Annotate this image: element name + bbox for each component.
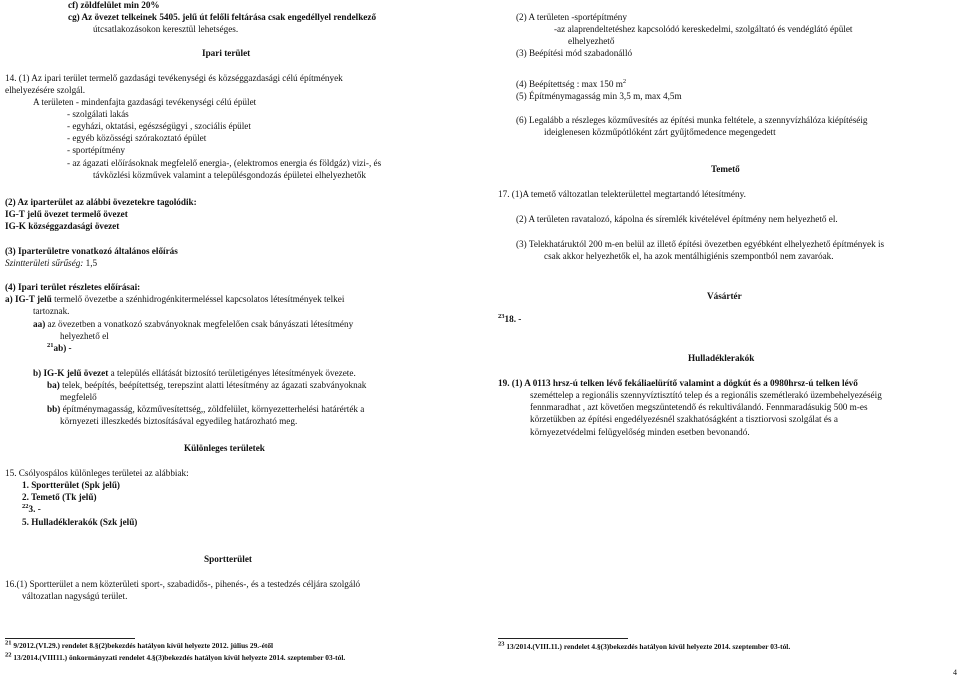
footnote-22-text: 13/2014.(VIII11.) önkormányzati rendelet 4.§(3)bekezdés hatályon kívül helyezte 2014. szeptember 03-tól.: [11, 653, 346, 662]
item-b-line1: [33, 367, 356, 379]
squared-mark: 2: [622, 77, 627, 85]
footnote-23: [498, 642, 790, 652]
item-ab: [47, 342, 72, 354]
item-aa-line1: [33, 318, 353, 330]
right-para-2-line2: -az alaprendeltetéshez kapcsolódó kereskedelmi, szolgáltató és vendéglátó épület: [554, 24, 853, 34]
para-17-line2: (2) A területen ravatalozó, kápolna és síremlék kivételével építmény nem helyezhető el.: [516, 214, 838, 224]
footnote-ref-22[interactable]: 22: [22, 502, 29, 510]
para-15-item-1: 1. Sportterület (Spk jelű): [22, 480, 120, 490]
item-bb-line1: [47, 403, 364, 415]
footnote-21-text: 9/2012.(VI.29.) rendelet 8.§(2)bekezdés hatályon kívül helyezte 2012. július 29.-étől: [11, 641, 274, 650]
item-cg-line2: útcsatlakozásokon keresztül lehetséges.: [93, 24, 239, 34]
para-18-text: 18. -: [504, 314, 522, 324]
para-19-line2: szeméttelep a regionális szennyvíztisztító telep és a regionális szemétlerakó üzembehelyezéséig: [530, 390, 882, 400]
para-15-item-5: 5. Hulladéklerakók (Szk jelű): [22, 517, 138, 527]
zone-ig-t: IG-T jelű övezet termelő övezet: [5, 209, 128, 219]
heading-vasarter: Vásártér: [707, 291, 742, 301]
para-15-item-3: [22, 503, 41, 515]
item-a-text: termelő övezetbe a szénhidrogénkitermeléssel kapcsolatos létesítmények telkei: [51, 294, 345, 304]
para-15-item-2: 2. Temető (Tk jelű): [22, 492, 97, 502]
heading-kulonleges-teruletek: Különleges területek: [184, 443, 265, 453]
para-18: [498, 313, 521, 325]
footnote-ref-23[interactable]: 23: [498, 312, 505, 320]
para-17-line1: 17. (1)A temető változatlan telekterülettel megtartandó létesítmény.: [498, 189, 746, 199]
right-para-6-line1: (6) Legalább a részleges közművesítés az építési munka feltétele, a szennyvízhálóza kiépítéséig: [516, 115, 868, 125]
footnote-21-mark: 21: [5, 639, 12, 647]
item-cg-line1: cg) Az övezet telkeinek 5405. jelű út felőli feltárása csak engedéllyel rendelkező: [68, 12, 377, 22]
para-17-line4: csak akkor helyezhetők el, ha azok mentálhigiénis szempontból nem zavaróak.: [544, 251, 834, 261]
para-16-line1: 16.(1) Sportterület a nem közterületi sport-, szabadidős-, pihenés-, és a testedzés céljára szolgáló: [5, 579, 361, 589]
item-b-text: a település ellátását biztosító területigényes létesítmények övezete.: [108, 368, 356, 378]
right-para-4-text: (4) Beépítettség : max 150 m: [516, 79, 623, 89]
right-para-3: (3) Beépítési mód szabadonálló: [516, 48, 633, 58]
right-para-4: [516, 78, 626, 90]
footnote-separator-left: [5, 638, 135, 639]
footnote-23-mark: 23: [498, 640, 505, 648]
para-19-line5: környezetvédelmi felügyelőség minden esetben bevonandó.: [530, 427, 750, 437]
para-2-heading: (2) Az iparterület az alábbi övezetekre tagolódik:: [5, 197, 197, 207]
item-a-line1: [5, 293, 344, 305]
density-value: 1,5: [83, 258, 98, 268]
footnote-23-text: 13/2014.(VIII.11.) rendelet 4.§(3)bekezdés hatályon kívül helyezte 2014. szeptember 03-tól.: [504, 642, 791, 651]
item-ba-label: ba): [47, 380, 60, 390]
zone-ig-k: IG-K községgazdasági övezet: [5, 221, 120, 231]
item-a-label: a) IG-T jelű: [5, 294, 52, 304]
para-14-line3: A területen - mindenfajta gazdasági tevékenységi célú épület: [33, 97, 257, 107]
density-label: Szintterületi sűrűség:: [5, 258, 84, 268]
item-a-line2: tartoznak.: [33, 306, 70, 316]
right-para-2-line3: elhelyezhető: [568, 36, 615, 46]
list-item-5: - az ágazati előírásoknak megfelelő energia-, (elektromos energia és földgáz) vizi-, és: [67, 158, 382, 168]
list-item-4: - sportépítmény: [67, 145, 125, 155]
para-3-density: [5, 257, 97, 269]
footnote-ref-21[interactable]: 21: [47, 341, 54, 349]
item-aa-text: az övezetben a vonatkozó szabványoknak megfelelően csak bányászati létesítmény: [45, 319, 354, 329]
list-item-5-cont: távközlési közművek valamint a településgondozás épületei elhelyezhetők: [93, 170, 366, 180]
item-ab-label: ab) -: [53, 343, 72, 353]
item-aa-label: aa): [33, 319, 46, 329]
para-17-line3: (3) Telekhatáruktól 200 m-en belül az illető építési övezetben egyébként elhelyezhető építmények is: [516, 239, 885, 249]
item-cf: cf) zöldfelület min 20%: [68, 0, 160, 10]
heading-hulladeklerakok: Hulladéklerakók: [688, 353, 755, 363]
list-item-2: - egyházi, oktatási, egészségügyi , szociális épület: [67, 121, 251, 131]
para-19-line1: 19. (1) A 0113 hrsz-ú telken lévő fekáliaelürítő valamint a dögkút és a 0980hrsz-ú telken lévő: [498, 378, 858, 388]
item-aa-line2: helyezhető el: [60, 331, 109, 341]
para-19-line3: fennmaradhat , azt követően megszüntetendő és rekultiválandó. Fennmaradásukig 500 m-es: [530, 402, 868, 412]
page-number: 4: [953, 668, 957, 677]
footnote-22: [5, 653, 345, 663]
list-item-3: - egyéb közösségi szórakoztató épület: [67, 133, 207, 143]
footnote-separator-right: [498, 638, 628, 639]
list-item-1: - szolgálati lakás: [67, 109, 129, 119]
footnote-22-mark: 22: [5, 651, 12, 659]
item-b-label: b) IG-K jelű övezet: [33, 368, 109, 378]
para-14-line2: elhelyezésére szolgál.: [5, 85, 86, 95]
item-ba-line2: megfelelő: [60, 392, 97, 402]
right-para-6-line2: ideiglenesen közműpótlóként zárt gyűjtőmedence megengedett: [544, 127, 776, 137]
para-4-heading: (4) Ipari terület részletes előírásai:: [5, 282, 141, 292]
right-para-5: (5) Építménymagasság min 3,5 m, max 4,5m: [516, 91, 682, 101]
heading-ipari-terulet: Ipari terület: [202, 48, 251, 58]
item-bb-text: építménymagasság, közművesítettség,, zöldfelület, környezetterhelési határérték a: [60, 404, 365, 414]
footnote-21: [5, 641, 273, 651]
para-16-line2: változatlan nagyságú terület.: [22, 591, 128, 601]
item-bb-label: bb): [47, 404, 61, 414]
para-14-line1: 14. (1) Az ipari terület termelő gazdasági tevékenységi és községgazdasági célú építmények: [5, 73, 343, 83]
item-bb-line2: környezeti illeszkedés biztosításával egyedileg határozható meg.: [60, 416, 298, 426]
item-ba-text: telek, beépítés, beépítettség, terepszint alatti létesítmény az ágazati szabványoknak: [59, 380, 367, 390]
para-15-item-3-text: 3. -: [28, 504, 41, 514]
heading-sportterulet: Sportterület: [204, 554, 252, 564]
para-19-line4: körzetükben az építési engedélyezésnél szakhatóságként a tisztiorvosi szolgálat és a: [530, 414, 838, 424]
para-15-heading: 15. Csólyospálos különleges területei az alábbiak:: [5, 468, 189, 478]
para-3-heading: (3) Iparterületre vonatkozó általános előírás: [5, 246, 178, 256]
right-para-2-line1: (2) A területen -sportépítmény: [516, 12, 627, 22]
item-ba-line1: [47, 379, 366, 391]
heading-temeto: Temető: [711, 164, 740, 174]
